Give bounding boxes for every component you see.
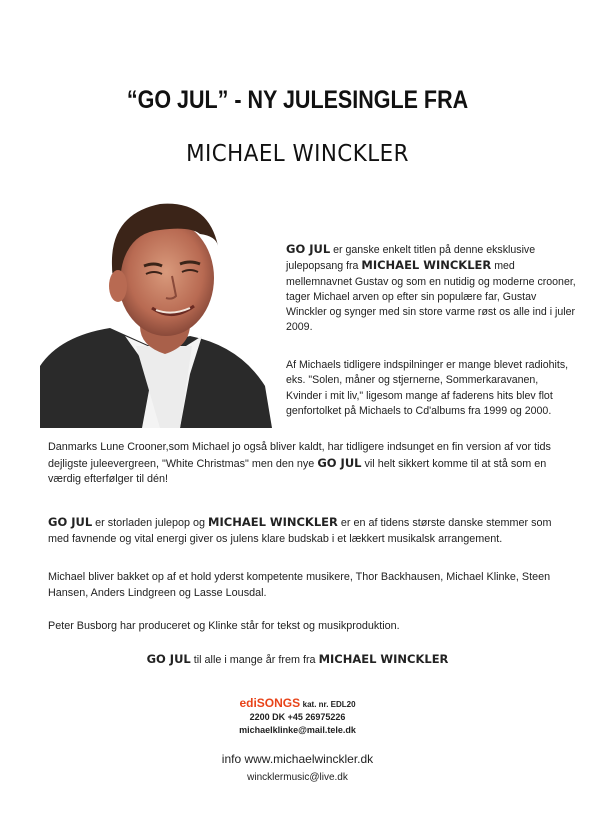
- song-title: GO JUL: [317, 455, 362, 470]
- paragraph-musicians: Michael bliver bakket op af et hold yderst kompetente musikere, Thor Backhausen, Michael Klinke, Steen Hansen, Anders Lindgreen og Lasse Lousdal.: [48, 571, 551, 599]
- contact-email[interactable]: wincklermusic@live.dk: [247, 772, 348, 783]
- paragraph-text: er storladen julepop og: [92, 517, 209, 529]
- artist-photo: [40, 196, 280, 428]
- artist-name: MICHAEL WINCKLER: [318, 652, 449, 666]
- paragraph-text: vil helt sikkert komme til at stå som en værdig efterfølger til dén!: [48, 457, 547, 485]
- website-link[interactable]: info www.michaelwinckler.dk: [221, 752, 374, 766]
- label-email[interactable]: michaelklinke@mail.tele.dk: [239, 725, 356, 735]
- paragraph-text: er en af tidens største danske stemmer som med favnende og vital energi giver os julens klare budskab i et lækkert musikalsk arrangement.: [48, 517, 552, 545]
- song-title: GO JUL: [146, 652, 191, 666]
- label-phone: 2200 DK +45 26975226: [249, 712, 346, 722]
- paragraph-hits: Af Michaels tidligere indspilninger er mange blevet radiohits, eks. "Solen, måner og stjernerne, Sommerkaravanen, Kvinder i mit liv," ligesom mange af faderens hits blev flot genfortolket på Michaels to Cd'albums fra 1999 og 2000.: [286, 359, 569, 417]
- paragraph-intro: [286, 242, 576, 336]
- closing-line: [0, 652, 595, 666]
- artist-headline: MICHAEL WINCKLER: [186, 141, 409, 167]
- paragraph-production: Peter Busborg har produceret og Klinke står for tekst og musikproduktion.: [48, 620, 400, 632]
- paragraph-text: til alle i mange år frem fra: [190, 654, 319, 666]
- headline: “GO JUL” - NY JULESINGLE FRA: [126, 86, 469, 114]
- catalog-number: kat. nr. EDL20: [302, 700, 356, 709]
- paragraph-crooner: [48, 440, 568, 488]
- label-name: ediSONGS: [239, 696, 301, 710]
- artist-name: MICHAEL WINCKLER: [208, 515, 338, 529]
- song-title: GO JUL: [48, 515, 93, 529]
- paragraph-text: med mellemnavnet Gustav og som en nutidig og moderne crooner, tager Michael arven op efter sin populære far, Gustav Winckler og synger med sin store varme røst os alle ind i juler 2009.: [286, 260, 576, 334]
- label-info: [0, 697, 595, 737]
- song-title: GO JUL: [286, 242, 331, 256]
- paragraph-text: er ganske enkelt titlen på denne eksklusive julepopsang fra: [286, 244, 536, 273]
- paragraph-julepop: [48, 515, 568, 547]
- paragraph-text: Danmarks Lune Crooner,som Michael jo også bliver kaldt, har tidligere indsunget en fin version af vor tids dejligste juleevergreen, "White Christmas" men den nye: [48, 441, 551, 470]
- artist-name: MICHAEL WINCKLER: [361, 258, 492, 273]
